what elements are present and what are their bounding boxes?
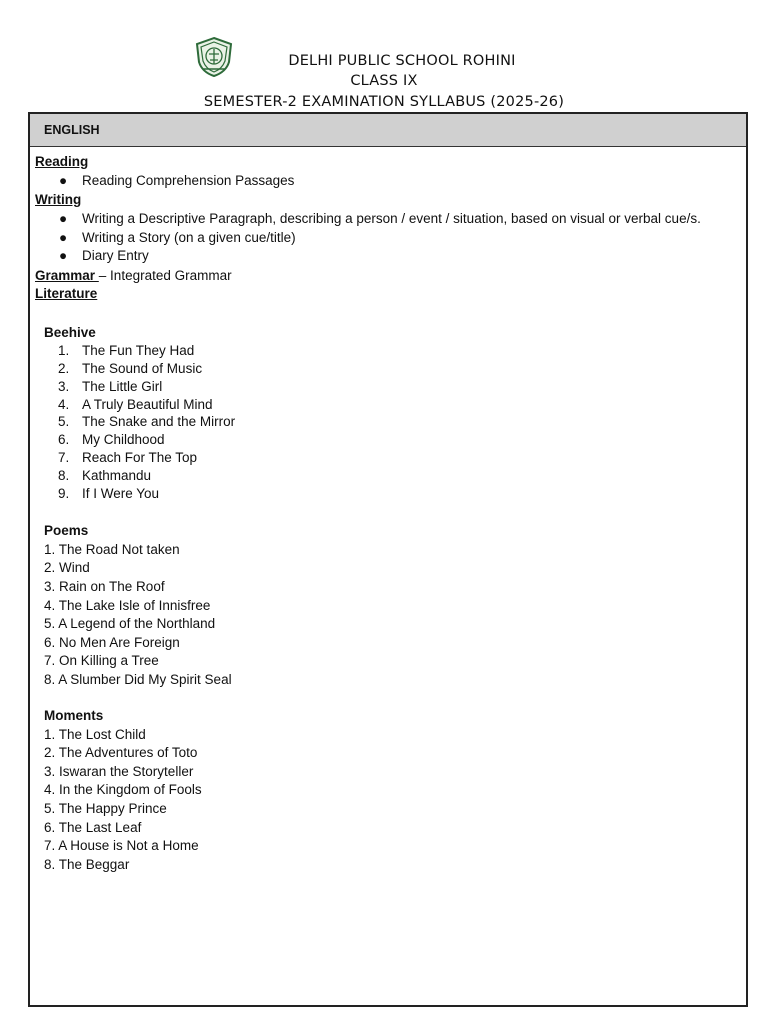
- class-name: CLASS IX: [350, 73, 418, 89]
- poem-item: 7. On Killing a Tree: [44, 653, 159, 668]
- writing-heading: Writing: [35, 192, 82, 207]
- moments-item: 5. The Happy Prince: [44, 801, 167, 816]
- list-number: 2.: [58, 361, 70, 376]
- list-number: 4.: [58, 397, 70, 412]
- moments-item: 4. In the Kingdom of Fools: [44, 782, 202, 797]
- beehive-item: The Fun They Had: [82, 343, 195, 358]
- moments-heading: Moments: [44, 708, 104, 723]
- beehive-item: A Truly Beautiful Mind: [82, 397, 213, 412]
- moments-item: 7. A House is Not a Home: [44, 838, 199, 853]
- list-number: 9.: [58, 486, 70, 501]
- grammar-text: – Integrated Grammar: [98, 268, 232, 283]
- moments-item: 6. The Last Leaf: [44, 820, 142, 835]
- moments-item: 2. The Adventures of Toto: [44, 745, 198, 760]
- beehive-item: The Little Girl: [82, 379, 163, 394]
- poem-item: 2. Wind: [44, 560, 90, 575]
- poem-item: 3. Rain on The Roof: [44, 579, 165, 594]
- bullet-icon: ●: [59, 230, 68, 245]
- exam-title: SEMESTER-2 EXAMINATION SYLLABUS (2025-26): [203, 94, 565, 110]
- poem-item: 4. The Lake Isle of Innisfree: [44, 598, 211, 613]
- moments-item: 3. Iswaran the Storyteller: [44, 764, 194, 779]
- school-name: DELHI PUBLIC SCHOOL ROHINI: [288, 53, 516, 69]
- list-number: 8.: [58, 468, 70, 483]
- poem-item: 8. A Slumber Did My Spirit Seal: [44, 672, 232, 687]
- poem-item: 5. A Legend of the Northland: [44, 616, 216, 631]
- beehive-item: Reach For The Top: [82, 450, 198, 465]
- moments-item: 8. The Beggar: [44, 857, 130, 872]
- subject-header: ENGLISH: [30, 114, 746, 147]
- list-number: 7.: [58, 450, 70, 465]
- document-header: [0, 0, 768, 112]
- beehive-item: The Sound of Music: [82, 361, 203, 376]
- literature-heading: Literature: [35, 286, 98, 301]
- grammar-line: [35, 268, 232, 284]
- writing-item: Writing a Story (on a given cue/title): [82, 230, 296, 245]
- bullet-icon: ●: [59, 211, 68, 226]
- beehive-item: The Snake and the Mirror: [82, 414, 236, 429]
- list-number: 5.: [58, 414, 70, 429]
- poem-item: 1. The Road Not taken: [44, 542, 180, 557]
- writing-item: Writing a Descriptive Paragraph, describing a person / event / situation, based on visual or verbal cue/s.: [82, 211, 701, 226]
- writing-item: Diary Entry: [82, 248, 149, 263]
- poems-heading: Poems: [44, 523, 89, 538]
- beehive-item: Kathmandu: [82, 468, 152, 483]
- reading-heading: Reading: [35, 154, 89, 169]
- grammar-heading: Grammar: [35, 268, 99, 283]
- bullet-icon: ●: [59, 248, 68, 263]
- reading-item: Reading Comprehension Passages: [82, 173, 295, 188]
- syllabus-table: [28, 112, 748, 1007]
- list-number: 3.: [58, 379, 70, 394]
- moments-item: 1. The Lost Child: [44, 727, 146, 742]
- list-number: 6.: [58, 432, 70, 447]
- beehive-item: My Childhood: [82, 432, 165, 447]
- poem-item: 6. No Men Are Foreign: [44, 635, 180, 650]
- beehive-item: If I Were You: [82, 486, 160, 501]
- bullet-icon: ●: [59, 173, 68, 188]
- list-number: 1.: [58, 343, 70, 358]
- beehive-heading: Beehive: [44, 325, 96, 340]
